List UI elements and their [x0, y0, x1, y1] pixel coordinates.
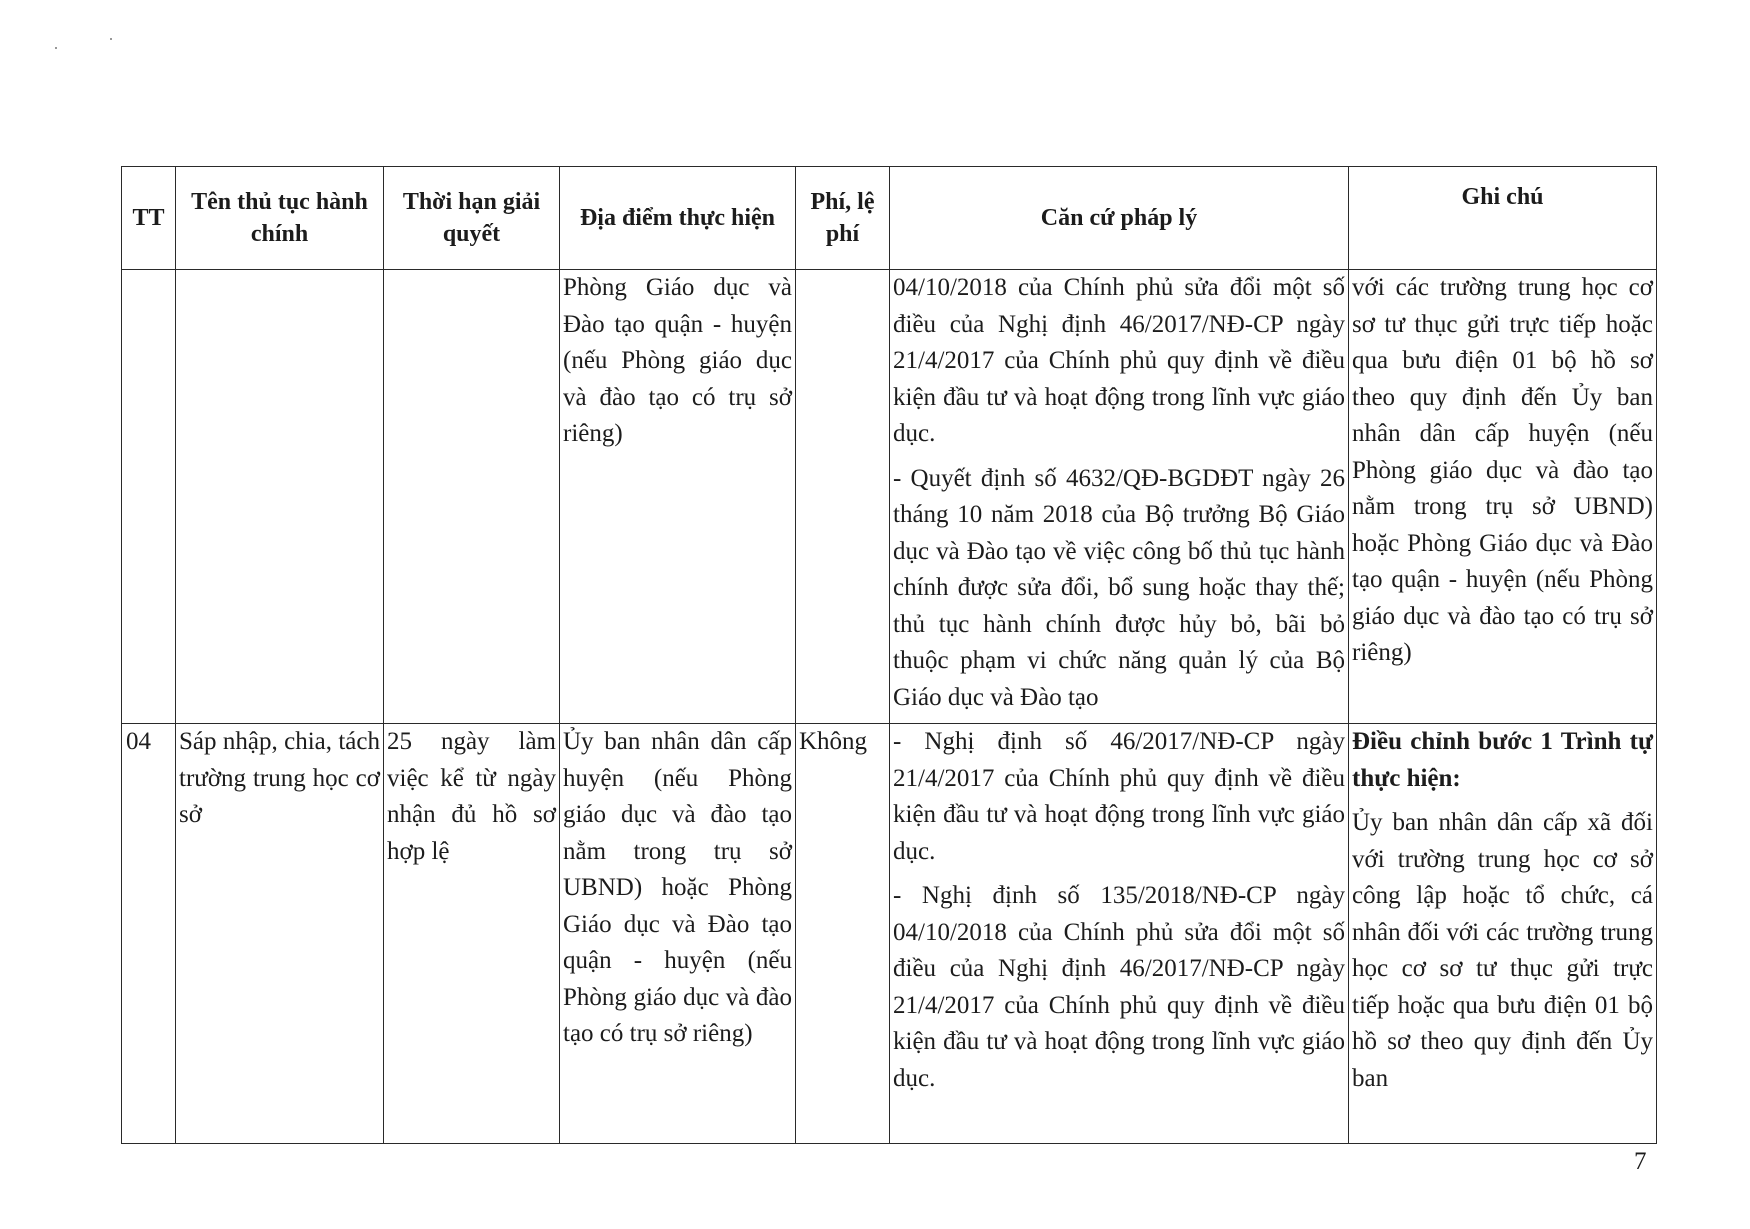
cell-legal-basis	[890, 724, 1349, 1144]
cell-procedure-name: Sáp nhập, chia, tách trường trung học cơ sở	[176, 724, 384, 1144]
header-procedure-name: Tên thủ tục hành chính	[176, 167, 384, 270]
table-row	[122, 724, 1657, 1144]
cell-location: Ủy ban nhân dân cấp huyện (nếu Phòng giáo dục và đào tạo nằm trong trụ sở UBND) hoặc Phòng Giáo dục và Đào tạo quận - huyện (nếu Phòng giáo dục và đào tạo có trụ sở riêng)	[560, 724, 796, 1144]
cell-tt: 04	[122, 724, 176, 1144]
header-legal-basis: Căn cứ pháp lý	[890, 167, 1349, 270]
header-note: Ghi chú	[1349, 167, 1657, 270]
procedure-table	[121, 166, 1657, 1144]
legal-paragraph: - Nghị định số 46/2017/NĐ-CP ngày 21/4/2017 của Chính phủ quy định về điều kiện đầu tư và hoạt động trong lĩnh vực giáo dục.	[893, 728, 1345, 865]
note-heading: Điều chỉnh bước 1 Trình tự thực hiện:	[1352, 728, 1653, 792]
cell-legal-basis	[890, 270, 1349, 724]
cell-note	[1349, 724, 1657, 1144]
legal-paragraph: - Quyết định số 4632/QĐ-BGDĐT ngày 26 tháng 10 năm 2018 của Bộ trưởng Bộ Giáo dục và Đào tạo về việc công bố thủ tục hành chính được sửa đổi, bổ sung hoặc thay thế; thủ tục hành chính được hủy bỏ, bãi bỏ thuộc phạm vi chức năng quản lý của Bộ Giáo dục và Đào tạo	[893, 464, 1345, 711]
cell-tt	[122, 270, 176, 724]
scan-speck	[55, 47, 57, 49]
cell-processing-time: 25 ngày làm việc kể từ ngày nhận đủ hồ sơ hợp lệ	[384, 724, 560, 1144]
cell-procedure-name	[176, 270, 384, 724]
cell-note	[1349, 270, 1657, 724]
header-fee: Phí, lệ phí	[796, 167, 890, 270]
cell-location: Phòng Giáo dục và Đào tạo quận - huyện (nếu Phòng giáo dục và đào tạo có trụ sở riêng)	[560, 270, 796, 724]
header-tt: TT	[122, 167, 176, 270]
legal-paragraph: 04/10/2018 của Chính phủ sửa đổi một số điều của Nghị định 46/2017/NĐ-CP ngày 21/4/2017 của Chính phủ quy định về điều kiện đầu tư và hoạt động trong lĩnh vực giáo dục.	[893, 274, 1345, 447]
page-number: 7	[1634, 1148, 1647, 1175]
header-processing-time: Thời hạn giải quyết	[384, 167, 560, 270]
cell-fee: Không	[796, 724, 890, 1144]
cell-fee	[796, 270, 890, 724]
table-row	[122, 270, 1657, 724]
legal-paragraph: - Nghị định số 135/2018/NĐ-CP ngày 04/10/2018 của Chính phủ sửa đổi một số điều của Nghị định 46/2017/NĐ-CP ngày 21/4/2017 của Chính phủ quy định về điều kiện đầu tư và hoạt động trong lĩnh vực giáo dục.	[893, 882, 1345, 1092]
header-location: Địa điểm thực hiện	[560, 167, 796, 270]
note-text: Ủy ban nhân dân cấp xã đối với trường trung học cơ sở công lập hoặc tổ chức, cá nhân đối với các trường trung học cơ sơ tư thục gửi trực tiếp hoặc qua bưu điện 01 bộ hồ sơ theo quy định đến Ủy ban	[1352, 809, 1653, 1092]
table-header-row	[122, 167, 1657, 270]
scan-speck	[110, 38, 112, 40]
note-text: với các trường trung học cơ sơ tư thục gửi trực tiếp hoặc qua bưu điện 01 bộ hồ sơ theo quy định đến Ủy ban nhân dân cấp huyện (nếu Phòng giáo dục và đào tạo nằm trong trụ sở UBND) hoặc Phòng Giáo dục và Đào tạo quận - huyện (nếu Phòng giáo dục và đào tạo có trụ sở riêng)	[1352, 274, 1653, 666]
cell-processing-time	[384, 270, 560, 724]
